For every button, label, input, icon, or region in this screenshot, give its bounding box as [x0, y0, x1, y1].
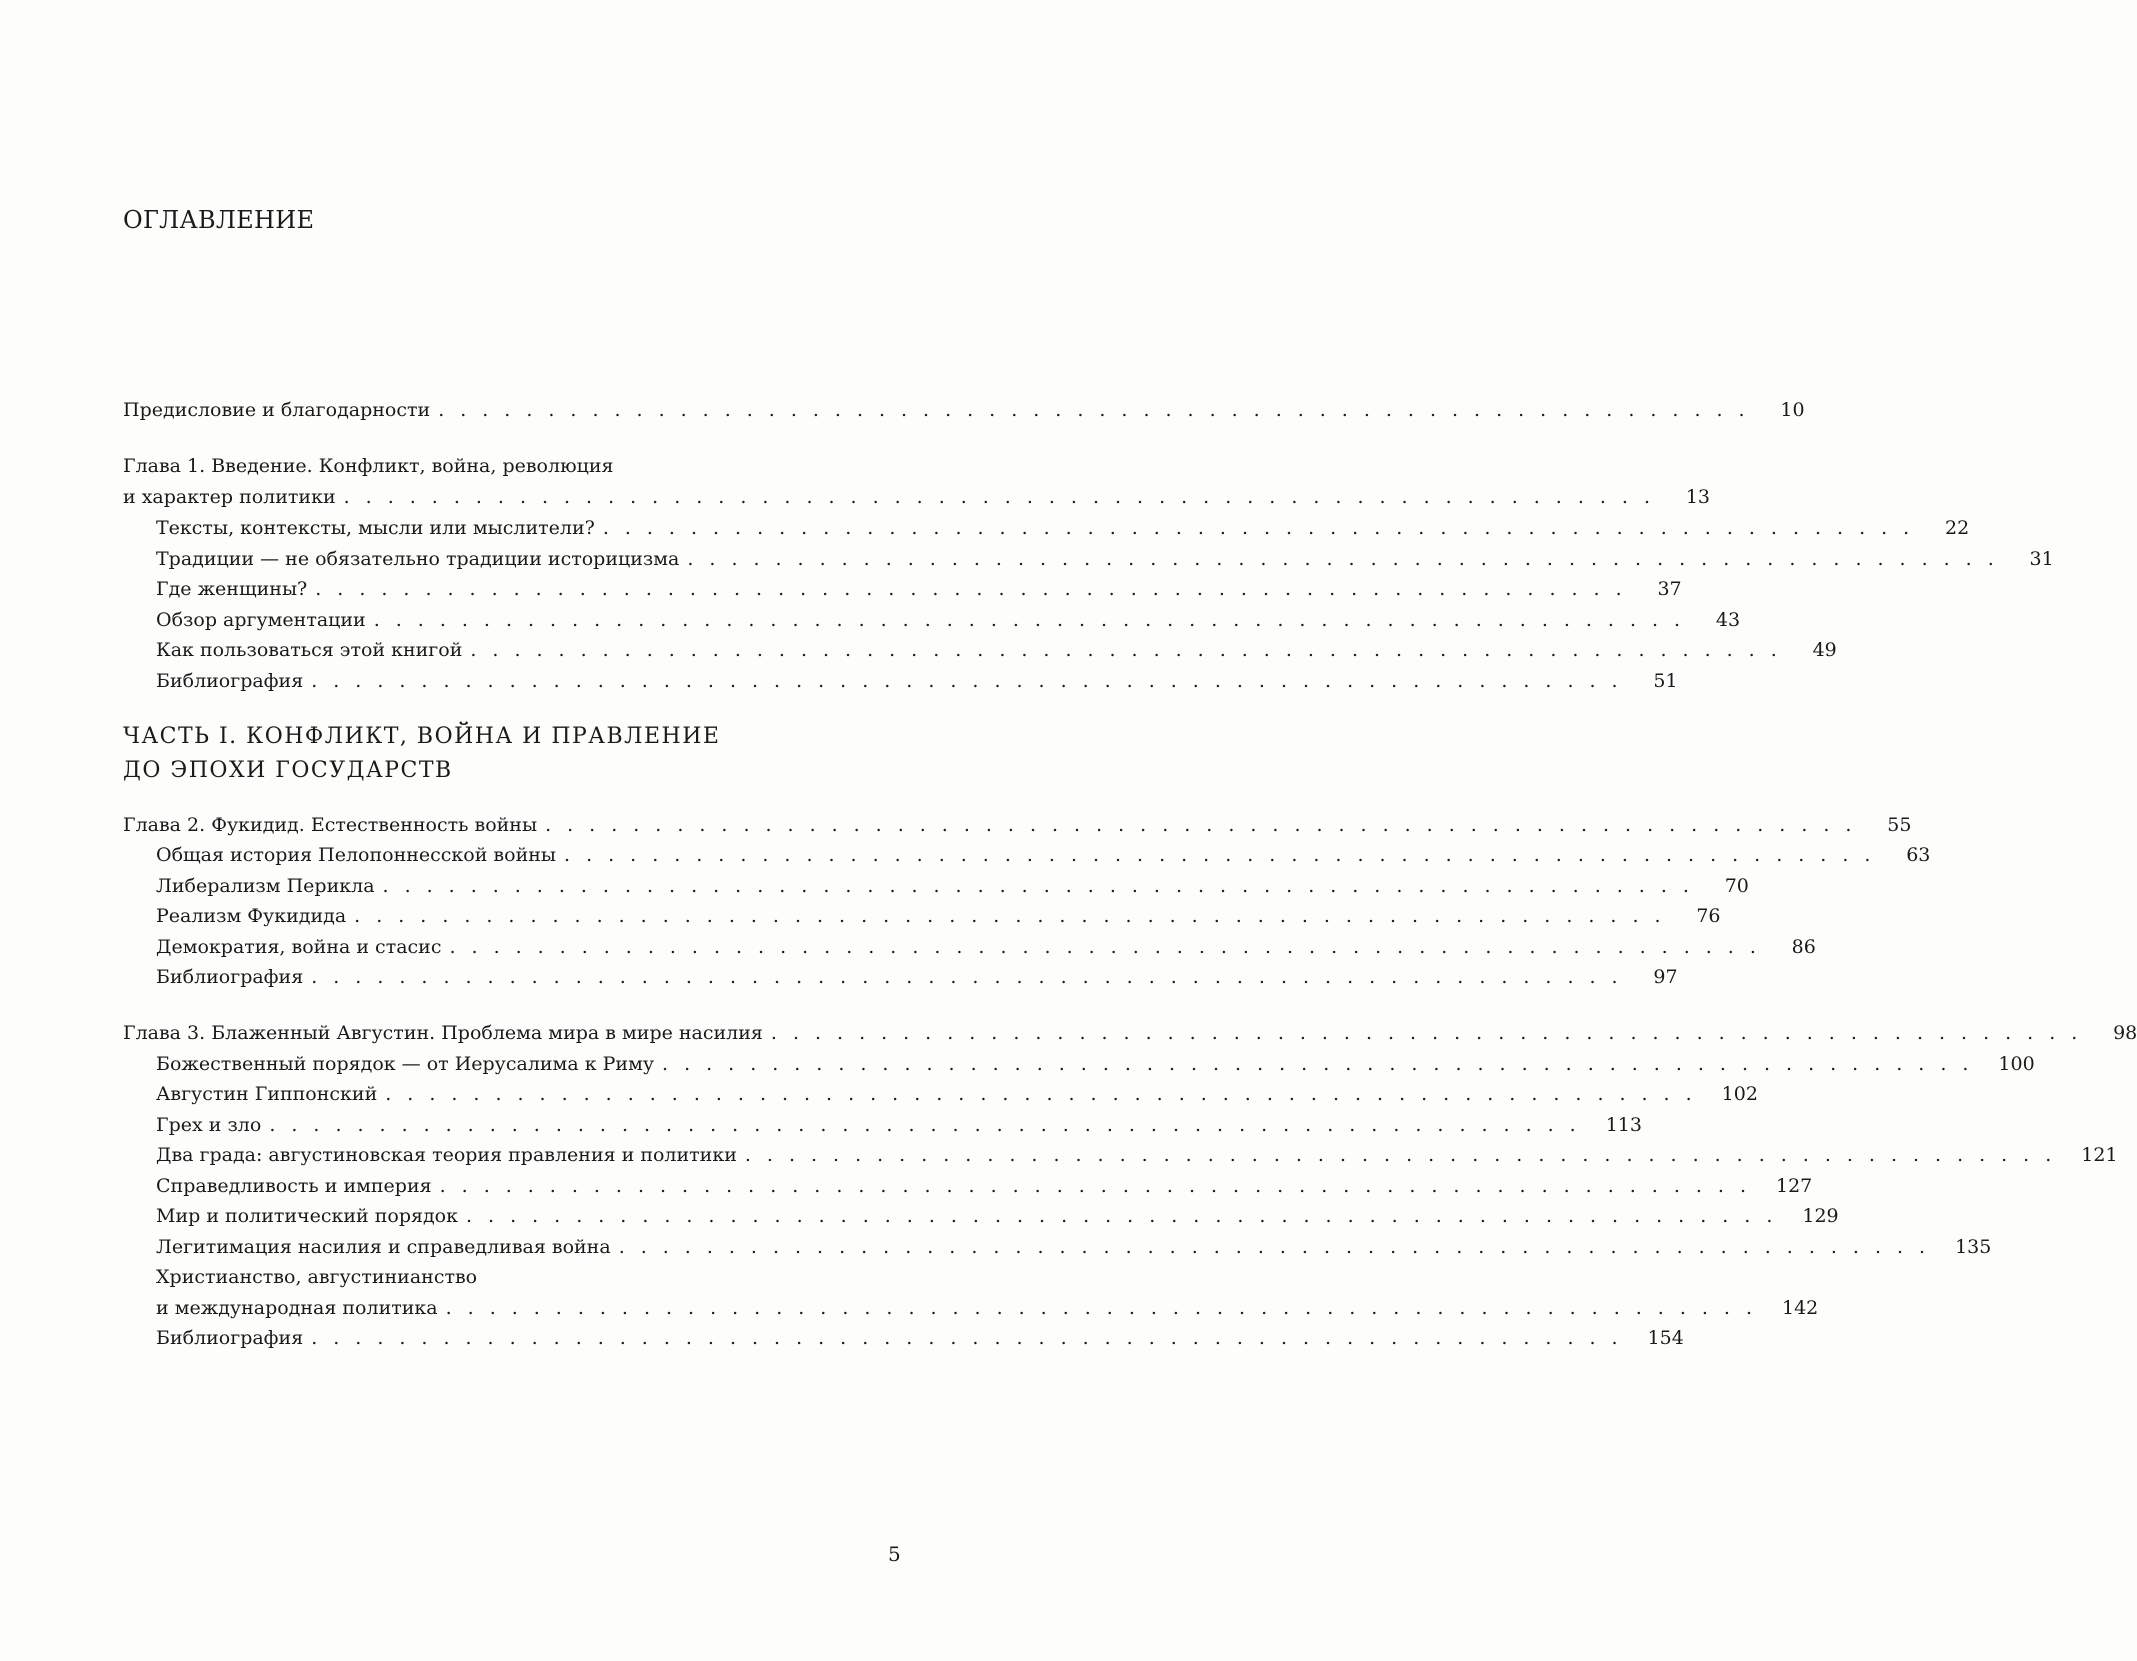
entry-text: Божественный порядок — от Иерусалима к Риму: [156, 1053, 655, 1075]
entry-text: и характер политики: [123, 486, 336, 508]
toc-subentry: [156, 840, 1931, 870]
entry-text: Как пользоваться этой книгой: [156, 639, 463, 661]
leader-dots: ............................................................: [602, 517, 1926, 539]
toc-subentry: [156, 962, 1678, 992]
entry-page: 31: [2029, 548, 2054, 570]
entry-text: Традиции — не обязательно традиции историцизма: [156, 548, 680, 570]
entry-page: 129: [1802, 1205, 1839, 1227]
entry-page: 37: [1657, 578, 1682, 600]
part-heading-line1: ЧАСТЬ I. КОНФЛИКТ, ВОЙНА И ПРАВЛЕНИЕ: [123, 724, 721, 749]
entry-page: 135: [1955, 1236, 1992, 1258]
entry-page: 142: [1781, 1297, 1819, 1319]
entry-page: 22: [1945, 517, 1970, 539]
toc-title: ОГЛАВЛЕНИЕ: [123, 206, 315, 234]
leader-dots: ............................................................: [385, 1083, 1708, 1105]
toc-subentry: [156, 635, 1837, 665]
entry-page: 49: [1812, 639, 1837, 661]
entry-page: 97: [1653, 966, 1678, 988]
entry-text: Библиография: [156, 1327, 304, 1349]
toc-subentry: [156, 1049, 2035, 1079]
entry-text: Либерализм Перикла: [156, 875, 375, 897]
entry-page: 76: [1696, 905, 1721, 927]
entry-text: Где женщины?: [156, 578, 308, 600]
toc-subentry: [156, 1201, 1839, 1231]
entry-text: Предисловие и благодарности: [123, 399, 431, 421]
entry-text: Легитимация насилия и справедливая война: [156, 1236, 611, 1258]
leader-dots: ............................................................: [311, 670, 1634, 692]
entry-text: Грех и зло: [156, 1114, 262, 1136]
leader-dots: ............................................................: [373, 609, 1697, 631]
toc-subentry: [156, 513, 1970, 543]
leader-dots: ............................................................: [449, 936, 1772, 958]
page-number: 5: [888, 1542, 901, 1566]
toc-subentry: [156, 574, 1682, 604]
entry-page: 121: [2081, 1144, 2118, 1166]
toc-subentry: [156, 1140, 2118, 1170]
entry-text: Христианство, августинианство: [156, 1266, 478, 1288]
entry-page: 100: [1998, 1053, 2035, 1075]
leader-dots: ............................................................: [564, 844, 1887, 866]
leader-dots: ............................................................: [311, 1327, 1634, 1349]
entry-text: Библиография: [156, 670, 304, 692]
entry-page: 98: [2113, 1022, 2137, 1044]
entry-text: Глава 1. Введение. Конфликт, война, революция: [123, 455, 614, 477]
toc-subentry-line1: [156, 1262, 896, 1292]
toc-subentry: [156, 605, 1741, 635]
leader-dots: ............................................................: [470, 639, 1793, 661]
leader-dots: ............................................................: [354, 905, 1677, 927]
toc-entry-ch2: [123, 810, 1912, 840]
entry-page: 86: [1791, 936, 1816, 958]
toc-entry-preface: [123, 395, 1805, 425]
entry-page: 13: [1685, 486, 1710, 508]
entry-page: 154: [1647, 1327, 1684, 1349]
entry-text: Мир и политический порядок: [156, 1205, 458, 1227]
leader-dots: ............................................................: [545, 814, 1868, 836]
toc-entry-ch1: [123, 482, 1710, 512]
entry-text: Справедливость и империя: [156, 1175, 432, 1197]
toc-subentry: [156, 1079, 1758, 1109]
leader-dots: ............................................................: [343, 486, 1666, 508]
toc-subentry: [156, 1293, 1819, 1323]
toc-entry-ch1-line1: [123, 451, 896, 481]
toc-subentry: [156, 1171, 1813, 1201]
entry-page: 51: [1653, 670, 1678, 692]
part-heading-line2: ДО ЭПОХИ ГОСУДАРСТВ: [123, 758, 453, 783]
toc-subentry: [156, 932, 1816, 962]
entry-text: Тексты, контексты, мысли или мыслители?: [156, 517, 595, 539]
leader-dots: ............................................................: [438, 399, 1761, 421]
leader-dots: ............................................................: [269, 1114, 1592, 1136]
entry-text: Обзор аргументации: [156, 609, 366, 631]
entry-text: Библиография: [156, 966, 304, 988]
entry-text: Два града: августиновская теория правления и политики: [156, 1144, 737, 1166]
toc-entry-ch3: [123, 1018, 2137, 1048]
entry-text: и международная политика: [156, 1297, 438, 1319]
entry-page: 70: [1724, 875, 1749, 897]
leader-dots: ............................................................: [770, 1022, 2094, 1044]
entry-text: Демократия, война и стасис: [156, 936, 442, 958]
leader-dots: ............................................................: [439, 1175, 1762, 1197]
leader-dots: ............................................................: [315, 578, 1638, 600]
leader-dots: ............................................................: [687, 548, 2010, 570]
entry-text: Реализм Фукидида: [156, 905, 347, 927]
entry-page: 102: [1721, 1083, 1758, 1105]
entry-text: Августин Гиппонский: [156, 1083, 378, 1105]
entry-text: Общая история Пелопоннесской войны: [156, 844, 557, 866]
toc-subentry: [156, 871, 1749, 901]
entry-page: 10: [1780, 399, 1805, 421]
entry-page: 113: [1605, 1114, 1642, 1136]
leader-dots: ............................................................: [311, 966, 1634, 988]
leader-dots: ............................................................: [445, 1297, 1768, 1319]
toc-subentry: [156, 1323, 1684, 1353]
toc-subentry: [156, 1232, 1992, 1262]
entry-page: 127: [1775, 1175, 1813, 1197]
toc-subentry: [156, 901, 1721, 931]
toc-subentry: [156, 1110, 1642, 1140]
entry-page: 63: [1906, 844, 1931, 866]
leader-dots: ............................................................: [744, 1144, 2068, 1166]
toc-subentry: [156, 544, 2054, 574]
leader-dots: ............................................................: [662, 1053, 1985, 1075]
leader-dots: ............................................................: [382, 875, 1705, 897]
entry-page: 43: [1715, 609, 1741, 631]
entry-text: Глава 2. Фукидид. Естественность войны: [123, 814, 538, 836]
toc-subentry: [156, 666, 1678, 696]
entry-page: 55: [1887, 814, 1912, 836]
leader-dots: ............................................................: [618, 1236, 1942, 1258]
leader-dots: ............................................................: [466, 1205, 1789, 1227]
entry-text: Глава 3. Блаженный Августин. Проблема мира в мире насилия: [123, 1022, 763, 1044]
